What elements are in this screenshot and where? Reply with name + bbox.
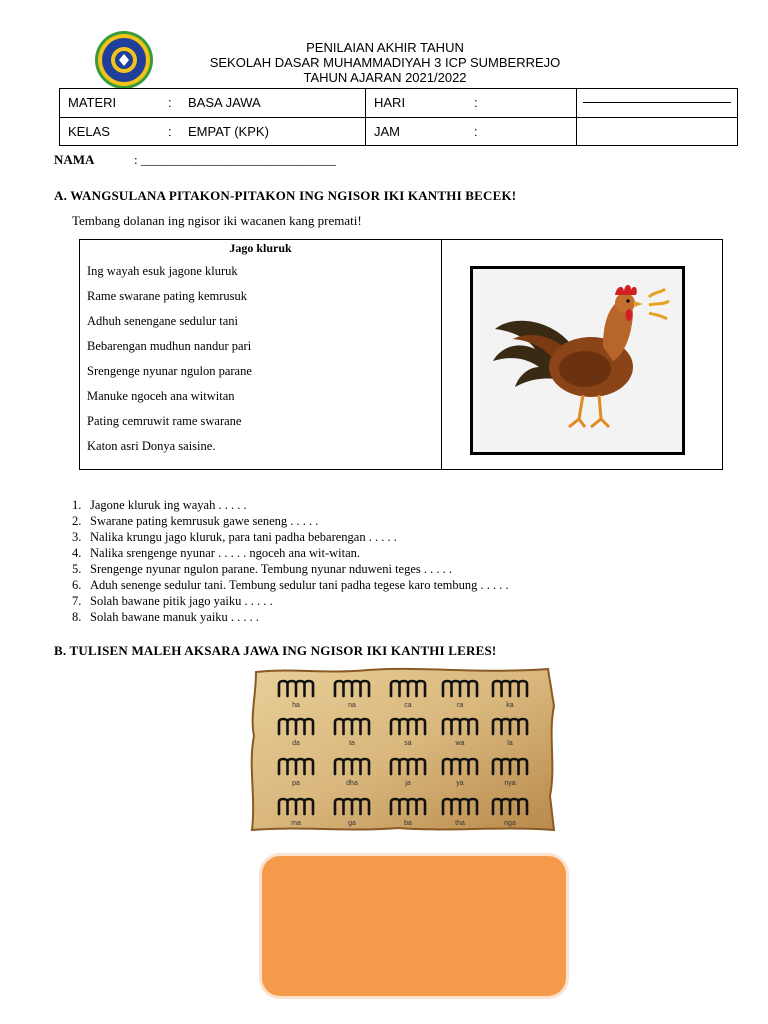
poem-line: Katon asri Donya saisine. xyxy=(87,439,216,453)
rooster-icon xyxy=(473,269,682,452)
poem-line: Pating cemruwit rame swarane xyxy=(87,414,242,428)
aksara-latin-label: la xyxy=(507,740,513,747)
poem-line: Ing wayah esuk jagone kluruk xyxy=(87,264,238,278)
aksara-chart xyxy=(248,666,558,833)
materi-label: MATERI xyxy=(68,95,117,111)
header-line-3: TAHUN AJARAN 2021/2022 xyxy=(303,70,467,85)
poem-line: Adhuh senengane sedulur tani xyxy=(87,314,239,328)
question-item xyxy=(72,562,509,578)
answer-box[interactable] xyxy=(262,856,566,996)
aksara-latin-label: ba xyxy=(404,820,412,827)
poem-box xyxy=(79,239,723,470)
header-line-2: SEKOLAH DASAR MUHAMMADIYAH 3 ICP SUMBERREJO xyxy=(209,55,561,70)
jam-colon: : xyxy=(474,123,478,139)
aksara-latin-label: nya xyxy=(504,780,516,787)
question-text: Nalika srengenge nyunar . . . . . ngoceh ana wit-witan. xyxy=(90,546,361,560)
aksara-latin-label: pa xyxy=(292,780,300,787)
nama-field[interactable]: : ______________________________ xyxy=(134,152,336,167)
kelas-colon: : xyxy=(168,123,172,139)
poem-line: Srengenge nyunar ngulon parane xyxy=(87,364,252,378)
aksara-latin-label: nga xyxy=(504,820,516,827)
hari-value-line xyxy=(583,102,731,103)
aksara-latin-label: ga xyxy=(348,820,356,827)
hari-cell[interactable] xyxy=(366,89,577,118)
nama-row[interactable] xyxy=(54,152,336,168)
aksara-latin-label: dha xyxy=(346,780,358,787)
hari-label: HARI xyxy=(374,95,406,111)
kelas-label: KELAS xyxy=(68,123,110,139)
question-item xyxy=(72,514,509,530)
school-logo xyxy=(93,30,155,90)
question-text: Swarane pating kemrusuk gawe seneng . . . . . xyxy=(90,514,319,528)
materi-cell xyxy=(60,89,366,118)
aksara-latin-label: ra xyxy=(456,702,464,709)
aksara-latin-label: ca xyxy=(404,702,412,709)
question-text: Nalika krungu jago kluruk, para tani padha bebarengan . . . . . xyxy=(90,530,397,544)
section-b-title: B. TULISEN MALEH AKSARA JAWA ING NGISOR IKI KANTHI LERES! xyxy=(54,643,497,658)
aksara-latin-label: tha xyxy=(455,820,465,827)
poem-lines xyxy=(87,264,252,464)
question-number: 6. xyxy=(72,578,82,592)
aksara-latin-label: wa xyxy=(455,740,465,747)
poem-title: Jago kluruk xyxy=(229,241,292,255)
aksara-latin-label: ja xyxy=(405,780,411,787)
question-text: Srengenge nyunar ngulon parane. Tembung nyunar nduweni teges . . . . . xyxy=(90,562,452,576)
poem-line: Manuke ngoceh ana witwitan xyxy=(87,389,235,403)
poem-line: Bebarengan mudhun nandur pari xyxy=(87,339,252,353)
question-text: Solah bawane pitik jago yaiku . . . . . xyxy=(90,594,273,608)
question-item xyxy=(72,594,509,610)
jam-label: JAM xyxy=(374,123,400,139)
poem-line: Rame swarane pating kemrusuk xyxy=(87,289,248,303)
question-number: 2. xyxy=(72,514,82,528)
kelas-value: EMPAT (KPK) xyxy=(188,123,269,139)
poem-divider xyxy=(441,240,442,469)
question-item xyxy=(72,610,509,626)
header-line-1: PENILAIAN AKHIR TAHUN xyxy=(306,40,464,55)
question-item xyxy=(72,498,509,514)
jam-cell[interactable] xyxy=(366,117,577,146)
question-item xyxy=(72,546,509,562)
materi-value: BASA JAWA xyxy=(188,95,261,111)
aksara-latin-label: ya xyxy=(456,780,464,787)
question-number: 5. xyxy=(72,562,82,576)
rooster-image xyxy=(470,266,685,455)
aksara-latin-label: sa xyxy=(404,740,412,747)
hari-colon: : xyxy=(474,95,478,111)
aksara-latin-label: da xyxy=(292,740,300,747)
aksara-latin-label: na xyxy=(348,702,356,709)
question-number: 8. xyxy=(72,610,82,624)
question-list xyxy=(72,498,509,626)
question-number: 4. xyxy=(72,546,82,560)
nama-label: NAMA xyxy=(54,152,95,167)
materi-colon: : xyxy=(168,95,172,111)
kelas-cell xyxy=(60,117,366,146)
question-number: 1. xyxy=(72,498,82,512)
jam-value-cell[interactable] xyxy=(577,117,738,146)
question-item xyxy=(72,578,509,594)
question-number: 7. xyxy=(72,594,82,608)
question-text: Solah bawane manuk yaiku . . . . . xyxy=(90,610,260,624)
aksara-latin-label: ta xyxy=(349,740,355,747)
question-item xyxy=(72,530,509,546)
aksara-jawa-parchment-image xyxy=(248,666,558,833)
aksara-latin-label: ma xyxy=(291,820,301,827)
section-a-intro: Tembang dolanan ing ngisor iki wacanen kang premati! xyxy=(72,213,362,228)
question-number: 3. xyxy=(72,530,82,544)
document-header xyxy=(150,40,620,85)
info-table xyxy=(59,88,738,146)
aksara-latin-label: ha xyxy=(292,702,300,709)
section-a-title: A. WANGSULANA PITAKON-PITAKON ING NGISOR IKI KANTHI BECEK! xyxy=(54,188,517,203)
question-text: Jagone kluruk ing wayah . . . . . xyxy=(90,498,247,512)
aksara-latin-label: ka xyxy=(506,702,514,709)
question-text: Aduh senenge sedulur tani. Tembung sedulur tani padha tegese karo tembung . . . . . xyxy=(90,578,509,592)
hari-value-cell[interactable] xyxy=(577,89,738,118)
